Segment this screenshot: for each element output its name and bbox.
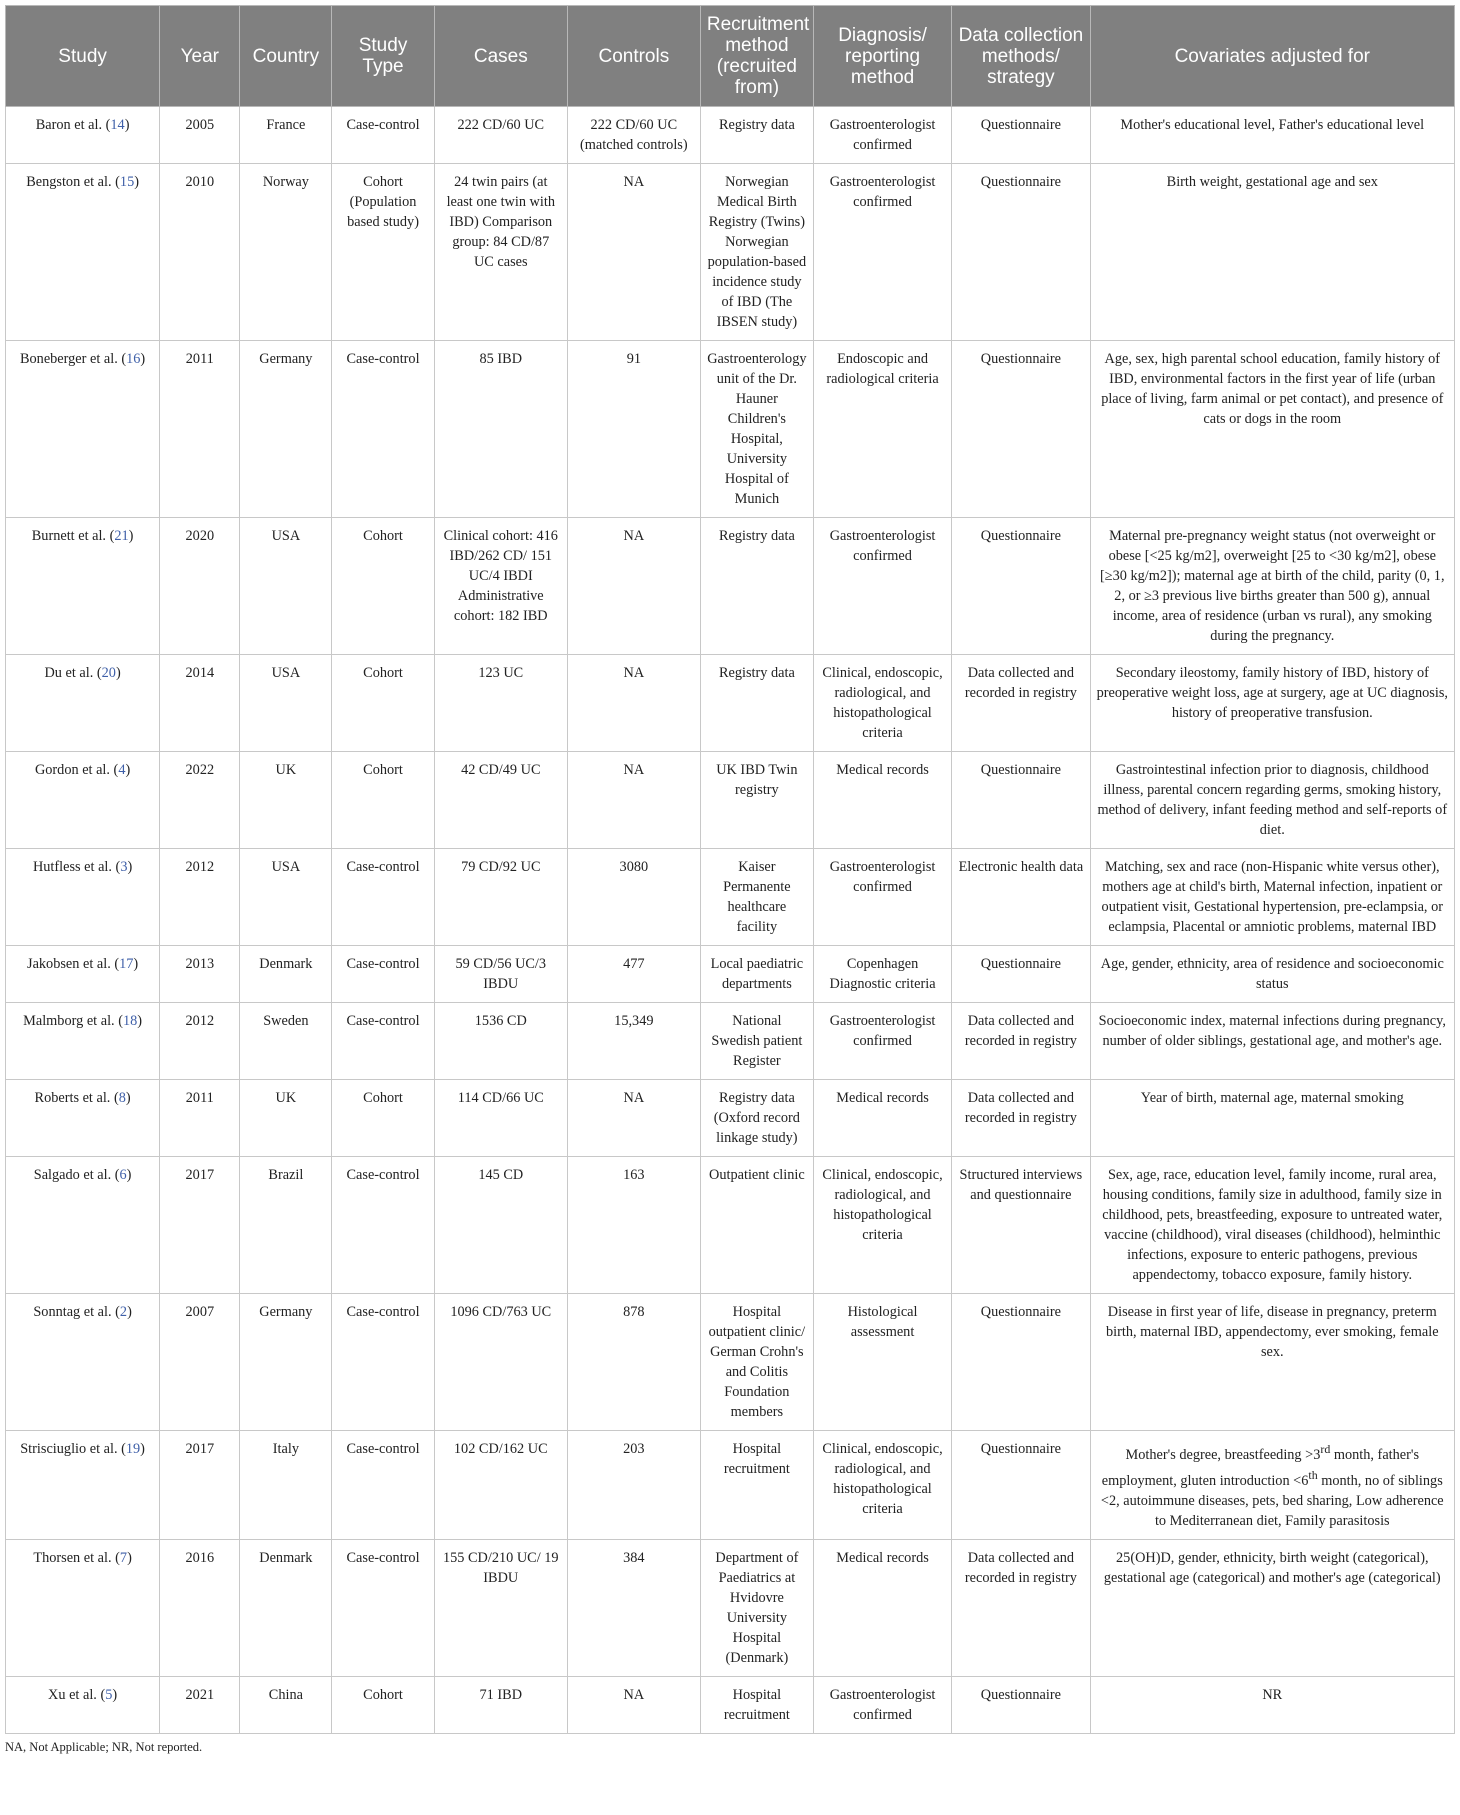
cases-cell: 222 CD/60 UC (434, 107, 567, 164)
study-name: Jakobsen et al. (27, 956, 111, 972)
diagnosis-cell: Copenhagen Diagnostic criteria (813, 946, 951, 1003)
table-row (6, 1294, 1455, 1431)
column-header: Covariates adjusted for (1090, 6, 1454, 107)
recruitment-cell: Hospital recruitment (700, 1676, 813, 1733)
recruitment-cell: Norwegian Medical Birth Registry (Twins) Norwegian population-based incidence study of IBD (The IBSEN study) (700, 164, 813, 341)
controls-cell: 203 (567, 1431, 700, 1540)
reference-link[interactable]: 2 (119, 1304, 128, 1320)
data-collection-cell: Questionnaire (952, 164, 1090, 341)
country-cell: Italy (240, 1431, 332, 1540)
diagnosis-cell: Gastroenterologist confirmed (813, 1676, 951, 1733)
year-cell: 2021 (160, 1676, 240, 1733)
study-name: Gordon et al. (34, 762, 110, 778)
footnote: NA, Not Applicable; NR, Not reported. (5, 1739, 203, 1754)
table-row (6, 1676, 1455, 1733)
year-cell: 2012 (160, 1003, 240, 1080)
covariates-cell: Disease in first year of life, disease in pregnancy, preterm birth, maternal IBD, appendectomy, ever smoking, female sex. (1090, 1294, 1454, 1431)
column-header: Country (240, 6, 332, 107)
study-type-cell: Case-control (332, 341, 434, 518)
study-cell: Roberts et al. (8) (6, 1080, 160, 1157)
diagnosis-cell: Gastroenterologist confirmed (813, 164, 951, 341)
study-cell: Malmborg et al. (18) (6, 1003, 160, 1080)
cases-cell: Clinical cohort: 416 IBD/262 CD/ 151 UC/4 IBDI Administrative cohort: 182 IBD (434, 518, 567, 655)
cases-cell: 42 CD/49 UC (434, 752, 567, 849)
data-collection-cell: Questionnaire (952, 946, 1090, 1003)
table-row (6, 107, 1455, 164)
country-cell: USA (240, 849, 332, 946)
ordinal-superscript: th (1308, 1467, 1318, 1482)
country-cell: Denmark (240, 946, 332, 1003)
table-row (6, 1431, 1455, 1540)
year-cell: 2005 (160, 107, 240, 164)
data-collection-cell: Data collected and recorded in registry (952, 655, 1090, 752)
column-header: Data collection methods/ strategy (952, 6, 1090, 107)
recruitment-cell: Registry data (700, 107, 813, 164)
recruitment-cell: Hospital outpatient clinic/ German Crohn's and Colitis Foundation members (700, 1294, 813, 1431)
reference-link[interactable]: 7 (119, 1549, 128, 1566)
covariates-text: month, father's employment, gluten introduction <6 (1101, 1446, 1420, 1489)
cases-cell: 145 CD (434, 1157, 567, 1294)
reference-link[interactable]: 14 (110, 117, 125, 133)
study-cell: Du et al. (20) (6, 655, 160, 752)
year-cell: 2017 (160, 1431, 240, 1540)
cases-cell: 24 twin pairs (at least one twin with IBD) Comparison group: 84 CD/87 UC cases (434, 164, 567, 341)
data-collection-cell: Structured interviews and questionnaire (952, 1157, 1090, 1294)
table-row (6, 1080, 1455, 1157)
covariates-cell: Age, sex, high parental school education, family history of IBD, environmental factors in the first year of life (urban place of living, farm animal or pet contact), and presence of cats or dogs in the room (1090, 341, 1454, 518)
cases-cell: 1536 CD (434, 1003, 567, 1080)
covariates-text: Mother's degree, breastfeeding >3 (1125, 1446, 1321, 1463)
table-body (6, 107, 1455, 1734)
study-name: Burnett et al. (31, 528, 107, 544)
diagnosis-cell: Clinical, endoscopic, radiological, and histopathological criteria (813, 1431, 951, 1540)
diagnosis-cell: Gastroenterologist confirmed (813, 518, 951, 655)
study-type-cell: Case-control (332, 849, 434, 946)
study-cell: Gordon et al. (4) (6, 752, 160, 849)
country-cell: USA (240, 518, 332, 655)
country-cell: Sweden (240, 1003, 332, 1080)
year-cell: 2014 (160, 655, 240, 752)
reference-link[interactable]: 8 (118, 1090, 126, 1106)
study-type-cell: Case-control (332, 1539, 434, 1676)
recruitment-cell: UK IBD Twin registry (700, 752, 813, 849)
country-cell: Germany (240, 1294, 332, 1431)
column-header: Controls (567, 6, 700, 107)
study-name: Salgado et al. (33, 1167, 112, 1183)
year-cell: 2010 (160, 164, 240, 341)
reference-link[interactable]: 6 (119, 1167, 127, 1183)
year-cell: 2007 (160, 1294, 240, 1431)
covariates-cell (1090, 1431, 1454, 1540)
data-collection-cell: Data collected and recorded in registry (952, 1539, 1090, 1676)
covariates-cell: Sex, age, race, education level, family income, rural area, housing conditions, family size in adulthood, family size in childhood, pets, breastfeeding, exposure to untreated water, vaccine (childhood), viral diseases (childhood), helminthic infections, exposure to enteric pathogens, previous appendectomy, tobacco exposure, family history. (1090, 1157, 1454, 1294)
diagnosis-cell: Gastroenterologist confirmed (813, 849, 951, 946)
diagnosis-cell: Endoscopic and radiological criteria (813, 341, 951, 518)
cases-cell: 1096 CD/763 UC (434, 1294, 567, 1431)
data-collection-cell: Questionnaire (952, 518, 1090, 655)
study-name: Strisciuglio et al. (20, 1441, 118, 1457)
column-header: Study Type (332, 6, 434, 107)
recruitment-cell: Outpatient clinic (700, 1157, 813, 1294)
data-collection-cell: Questionnaire (952, 1294, 1090, 1431)
controls-cell: NA (567, 1676, 700, 1733)
covariates-cell: Socioeconomic index, maternal infections during pregnancy, number of older siblings, gestational age, and mother's age. (1090, 1003, 1454, 1080)
study-name: Baron et al. (35, 117, 103, 133)
table-row (6, 1539, 1455, 1676)
recruitment-cell: Local paediatric departments (700, 946, 813, 1003)
study-cell: Thorsen et al. (7) (6, 1539, 160, 1676)
country-cell: China (240, 1676, 332, 1733)
cases-cell: 155 CD/210 UC/ 19 IBDU (434, 1539, 567, 1676)
controls-cell: 878 (567, 1294, 700, 1431)
controls-cell: NA (567, 752, 700, 849)
column-header: Recruitment method (recruited from) (700, 6, 813, 107)
covariates-cell: Birth weight, gestational age and sex (1090, 164, 1454, 341)
covariates-cell: Age, gender, ethnicity, area of residence and socioeconomic status (1090, 946, 1454, 1003)
table-container (5, 5, 1455, 1755)
data-collection-cell: Data collected and recorded in registry (952, 1080, 1090, 1157)
controls-cell: 477 (567, 946, 700, 1003)
table-row (6, 849, 1455, 946)
study-type-cell: Case-control (332, 1294, 434, 1431)
reference-link[interactable]: 19 (125, 1441, 141, 1457)
covariates-cell: NR (1090, 1676, 1454, 1733)
reference-link[interactable]: 21 (114, 528, 129, 544)
covariates-cell: Gastrointestinal infection prior to diagnosis, childhood illness, parental concern regarding germs, smoking history, method of delivery, infant feeding method and self-reports of diet. (1090, 752, 1454, 849)
year-cell: 2017 (160, 1157, 240, 1294)
controls-cell: 91 (567, 341, 700, 518)
study-type-cell: Case-control (332, 1003, 434, 1080)
header-row (6, 6, 1455, 107)
year-cell: 2016 (160, 1539, 240, 1676)
diagnosis-cell: Gastroenterologist confirmed (813, 1003, 951, 1080)
recruitment-cell: Hospital recruitment (700, 1431, 813, 1540)
country-cell: UK (240, 752, 332, 849)
controls-cell: NA (567, 164, 700, 341)
cases-cell: 59 CD/56 UC/3 IBDU (434, 946, 567, 1003)
controls-cell: 384 (567, 1539, 700, 1676)
country-cell: Germany (240, 341, 332, 518)
table-row (6, 946, 1455, 1003)
data-collection-cell: Questionnaire (952, 1431, 1090, 1540)
diagnosis-cell: Clinical, endoscopic, radiological, and histopathological criteria (813, 1157, 951, 1294)
study-type-cell: Case-control (332, 107, 434, 164)
cases-cell: 102 CD/162 UC (434, 1431, 567, 1540)
covariates-cell: Mother's educational level, Father's educational level (1090, 107, 1454, 164)
covariates-cell: Year of birth, maternal age, maternal smoking (1090, 1080, 1454, 1157)
table-row (6, 164, 1455, 341)
study-type-cell: Cohort (332, 1676, 434, 1733)
year-cell: 2011 (160, 341, 240, 518)
year-cell: 2022 (160, 752, 240, 849)
study-cell: Strisciuglio et al. (19) (6, 1431, 160, 1540)
year-cell: 2012 (160, 849, 240, 946)
cases-cell: 123 UC (434, 655, 567, 752)
study-cell: Bengston et al. (15) (6, 164, 160, 341)
year-cell: 2020 (160, 518, 240, 655)
study-cell: Burnett et al. (21) (6, 518, 160, 655)
studies-table (5, 5, 1455, 1734)
covariates-cell: Maternal pre-pregnancy weight status (not overweight or obese [<25 kg/m2], overweight [25 to <30 kg/m2], obese [≥30 kg/m2]); maternal age at birth of the child, parity (0, 1, 2, or ≥3 previous live births greater than 500 g), annual income, area of residence (urban vs rural), any smoking during the pregnancy. (1090, 518, 1454, 655)
recruitment-cell: Registry data (700, 655, 813, 752)
table-row (6, 655, 1455, 752)
column-header: Year (160, 6, 240, 107)
cases-cell: 71 IBD (434, 1676, 567, 1733)
recruitment-cell: National Swedish patient Register (700, 1003, 813, 1080)
study-name: Malmborg et al. (23, 1013, 115, 1029)
year-cell: 2013 (160, 946, 240, 1003)
cases-cell: 114 CD/66 UC (434, 1080, 567, 1157)
recruitment-cell: Kaiser Permanente healthcare facility (700, 849, 813, 946)
reference-link[interactable]: 18 (122, 1013, 138, 1029)
study-type-cell: Cohort (Population based study) (332, 164, 434, 341)
country-cell: USA (240, 655, 332, 752)
study-type-cell: Case-control (332, 1157, 434, 1294)
reference-link[interactable]: 3 (120, 859, 128, 875)
country-cell: Denmark (240, 1539, 332, 1676)
study-type-cell: Cohort (332, 655, 434, 752)
country-cell: UK (240, 1080, 332, 1157)
covariates-cell: Matching, sex and race (non-Hispanic white versus other), mothers age at child's birth, Maternal infection, inpatient or outpatient visit, Gestational hypertension, pre-eclampsia, or eclampsia, Placental or amniotic problems, maternal IBD (1090, 849, 1454, 946)
diagnosis-cell: Histological assessment (813, 1294, 951, 1431)
reference-link[interactable]: 17 (119, 956, 134, 972)
reference-link[interactable]: 5 (105, 1686, 113, 1703)
controls-cell: 222 CD/60 UC (matched controls) (567, 107, 700, 164)
reference-link[interactable]: 15 (119, 174, 135, 190)
column-header: Cases (434, 6, 567, 107)
diagnosis-cell: Gastroenterologist confirmed (813, 107, 951, 164)
study-cell: Hutfless et al. (3) (6, 849, 160, 946)
diagnosis-cell: Medical records (813, 1539, 951, 1676)
study-type-cell: Cohort (332, 752, 434, 849)
controls-cell: 163 (567, 1157, 700, 1294)
data-collection-cell: Questionnaire (952, 1676, 1090, 1733)
study-cell: Salgado et al. (6) (6, 1157, 160, 1294)
country-cell: France (240, 107, 332, 164)
study-name: Thorsen et al. (33, 1549, 112, 1566)
controls-cell: NA (567, 655, 700, 752)
data-collection-cell: Electronic health data (952, 849, 1090, 946)
study-type-cell: Case-control (332, 1431, 434, 1540)
covariates-cell: Secondary ileostomy, family history of IBD, history of preoperative weight loss, age at surgery, age at UC diagnosis, history of preoperative transfusion. (1090, 655, 1454, 752)
covariates-text: month, no of siblings <2, autoimmune diseases, pets, bed sharing, Low adherence to Mediterranean diet, Family parasitosis (1100, 1472, 1444, 1529)
table-row (6, 1003, 1455, 1080)
data-collection-cell: Questionnaire (952, 341, 1090, 518)
cases-cell: 79 CD/92 UC (434, 849, 567, 946)
study-type-cell: Case-control (332, 946, 434, 1003)
study-name: Hutfless et al. (32, 859, 112, 875)
controls-cell: NA (567, 518, 700, 655)
study-name: Du et al. (44, 665, 94, 681)
column-header: Diagnosis/ reporting method (813, 6, 951, 107)
diagnosis-cell: Medical records (813, 1080, 951, 1157)
study-type-cell: Cohort (332, 1080, 434, 1157)
study-name: Boneberger et al. (19, 351, 118, 367)
table-row (6, 341, 1455, 518)
reference-link[interactable]: 20 (101, 665, 116, 681)
controls-cell: 3080 (567, 849, 700, 946)
study-cell: Xu et al. (5) (6, 1676, 160, 1733)
column-header: Study (6, 6, 160, 107)
study-cell: Sonntag et al. (2) (6, 1294, 160, 1431)
data-collection-cell: Questionnaire (952, 107, 1090, 164)
year-cell: 2011 (160, 1080, 240, 1157)
controls-cell: 15,349 (567, 1003, 700, 1080)
data-collection-cell: Questionnaire (952, 752, 1090, 849)
recruitment-cell: Department of Paediatrics at Hvidovre University Hospital (Denmark) (700, 1539, 813, 1676)
country-cell: Brazil (240, 1157, 332, 1294)
study-type-cell: Cohort (332, 518, 434, 655)
country-cell: Norway (240, 164, 332, 341)
table-row (6, 518, 1455, 655)
study-cell: Boneberger et al. (16) (6, 341, 160, 518)
ordinal-superscript: rd (1320, 1442, 1331, 1456)
recruitment-cell: Registry data (700, 518, 813, 655)
diagnosis-cell: Clinical, endoscopic, radiological, and histopathological criteria (813, 655, 951, 752)
reference-link[interactable]: 16 (126, 351, 141, 367)
recruitment-cell: Gastroenterology unit of the Dr. Hauner Children's Hospital, University Hospital of Munich (700, 341, 813, 518)
study-cell: Jakobsen et al. (17) (6, 946, 160, 1003)
study-name: Bengston et al. (26, 174, 112, 190)
reference-link[interactable]: 4 (118, 762, 126, 778)
controls-cell: NA (567, 1080, 700, 1157)
study-name: Roberts et al. (34, 1090, 111, 1106)
study-name: Sonntag et al. (33, 1304, 112, 1320)
study-name: Xu et al. (48, 1686, 97, 1703)
study-cell: Baron et al. (14) (6, 107, 160, 164)
recruitment-cell: Registry data (Oxford record linkage study) (700, 1080, 813, 1157)
table-row (6, 752, 1455, 849)
covariates-cell: 25(OH)D, gender, ethnicity, birth weight (categorical), gestational age (categorical) and mother's age (categorical) (1090, 1539, 1454, 1676)
table-row (6, 1157, 1455, 1294)
cases-cell: 85 IBD (434, 341, 567, 518)
data-collection-cell: Data collected and recorded in registry (952, 1003, 1090, 1080)
diagnosis-cell: Medical records (813, 752, 951, 849)
